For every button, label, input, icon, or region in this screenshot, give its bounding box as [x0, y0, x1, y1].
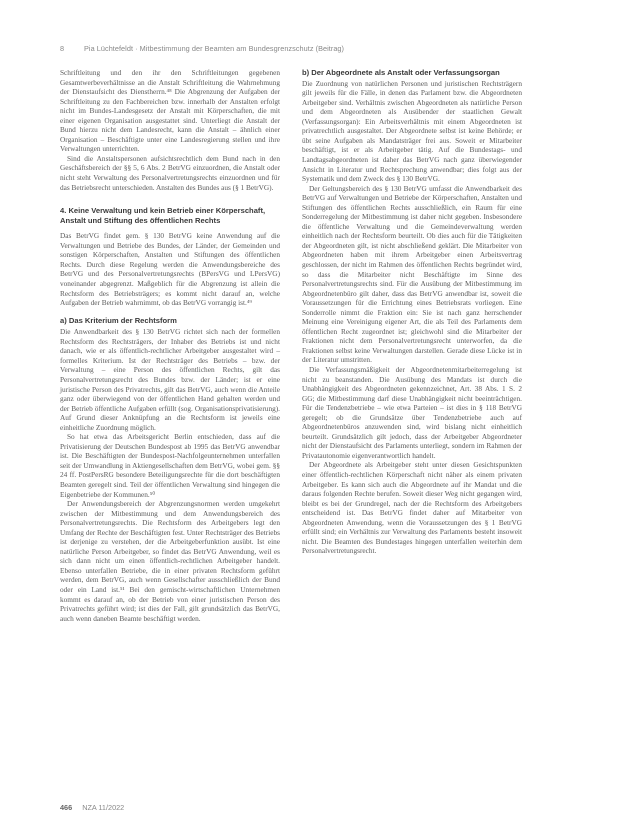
- footer-page-number: 466: [60, 803, 73, 812]
- paragraph: Die Verfassungsmäßigkeit der Abgeordnetenmitarbeiterregelung ist nicht zu beanstanden. Die Ausübung des Mandats ist durch die Unabhängigkeit des Abgeordneten gekennzeichnet, Art. 38 Abs. 1 S. 2 GG; die Mitbestimmung darf diese Unabhängigkeit nicht beeinträchtigen. Für die Tendenzbetriebe – wie etwa Parteien – ist dies in § 118 BetrVG geregelt; ob die Grundsätze über Tendenzbetriebe auch auf Abgeordnetenbüros anzuwenden sind, wird bislang nicht einheitlich beurteilt. Grundsätzlich gilt jedoch, dass der Arbeitgeber Abgeordneter nicht der Dienstaufsicht des Parlaments unterliegt, sondern im Rahmen der Privatautonomie eigenverantwortlich handelt.: [302, 365, 522, 460]
- paragraph: Die Zuordnung von natürlichen Personen und juristischen Rechtsträgern gilt jeweils für die Fälle, in denen das Parlament bzw. die Abgeordneten Arbeitgeber sind. Verhältnis zwischen Abgeordneten als natürliche Person und dem Abgeordneten als Ausübender der staatlichen Gewalt (Verfassungsorgan): Ein Arbeitsverhältnis mit einem Abgeordneten ist privatrechtlich ausgestaltet. Der Abgeordnete selbst ist keine Behörde; er übt seine Aufgaben als Mandatsträger frei aus. Soweit er Mitarbeiter beschäftigt, ist er als Arbeitgeber tätig. Auf die Bundestags- und Landtagsabgeordneten ist daher das BetrVG nach ganz überwiegender Ansicht in Literatur und Rechtsprechung anwendbar; dies folgt aus der Systematik und dem Zweck des § 130 BetrVG.: [302, 78, 522, 184]
- subsection-heading: a) Das Kriterium der Rechtsform: [60, 315, 177, 325]
- subsection-heading: b) Der Abgeordnete als Anstalt oder Verfassungsorgan: [302, 68, 500, 77]
- paragraph: So hat etwa das Arbeitsgericht Berlin entschieden, dass auf die Privatisierung der Deutschen Bundespost ab 1995 das BetrVG anwendbar ist. Die Beschäftigten der Bundespost-Nachfolgeunternehmen unterfallen seit der Umwandlung in Aktiengesellschaften dem BetrVG, wobei gem. §§ 24 ff. PostPersRG besondere Beteiligungsrechte für die dort beschäftigten Beamten geregelt sind. Teil der öffentlichen Verwaltung sind hingegen die Eigenbetriebe der Kommunen.⁵⁰: [60, 432, 280, 499]
- page-footer: [60, 803, 124, 812]
- section-heading: 4. Keine Verwaltung und kein Betrieb einer Körperschaft, Anstalt und Stiftung des öffentlichen Rechts: [60, 206, 266, 225]
- paragraph: Sind die Anstaltspersonen aufsichtsrechtlich dem Bund nach in den Geschäftsbereich der §§ 5, 6 Abs. 2 BetrVG einzuordnen, die Anstalt oder nicht steht Verwaltung des Personalvertretungsrechts einzuordnen und für das Betriebsrecht unterschieden. Anstalten des Bundes aus (§ 1 BetrVG).: [60, 153, 280, 192]
- running-title: Pia Lüchtefeldt · Mitbestimmung der Beamten am Bundesgrenzschutz (Beitrag): [84, 44, 345, 53]
- left-column: [60, 68, 280, 623]
- header-page-number: 8: [60, 44, 65, 53]
- journal-reference: NZA 11/2022: [82, 803, 125, 812]
- paragraph: Der Abgeordnete als Arbeitgeber steht unter diesen Gesichtspunkten einer öffentlich-rechtlichen Körperschaft nicht näher als einem privaten Arbeitgeber. Es kann sich auch die Abgeordnete auf ihr Mandat und die daraus folgenden Rechte berufen. Soweit dieser Weg nicht gegangen wird, bleibt es bei der Grundregel, nach der die Rechtsform des Arbeitgebers entscheidend ist. Das BetrVG findet daher auf Mitarbeiter von Abgeordneten Anwendung, wenn die Voraussetzungen des § 1 BetrVG erfüllt sind; ein Verhältnis zur Verwaltung des Parlaments besteht insoweit nicht. Die Beamten des Bundestages hingegen unterfallen weiterhin dem Personalvertretungsrecht.: [302, 460, 522, 556]
- paragraph: Der Geltungsbereich des § 130 BetrVG umfasst die Anwendbarkeit des BetrVG auf Verwaltungen und Betriebe der Körperschaften, Anstalten und Stiftungen des öffentlichen Rechts ausschließlich, ein Raum für eine Sonderregelung der Mitbestimmung ist daher nicht gegeben. Insbesondere die öffentliche Verwaltung und die Gemeindeverwaltung werden einheitlich nach der Rechtsform beurteilt. Ob dies auch für die Tätigkeiten der Abgeordneten gilt, ist nicht abschließend geklärt. Die Mitarbeiter von Abgeordneten haben mit ihrem Arbeitgeber einen Arbeitsvertrag geschlossen, der nicht im Rahmen des öffentlichen Rechts begründet wird, so dass die Mitarbeiter nicht Beschäftigte im Sinne des Personalvertretungsrechts sind. Für die Ausübung der Mitbestimmung im Abgeordnetenbüro gilt daher, dass das BetrVG anwendbar ist, soweit die Voraussetzungen für die Errichtung eines Betriebsrats vorliegen. Eine Sonderrolle nimmt die Fraktion ein: Sie ist nach ganz herrschender Meinung eine Vereinigung eigener Art, die als Teil des Parlaments dem öffentlichen Recht zugeordnet ist; gleichwohl sind die Mitarbeiter der Fraktionen nicht dem Personalvertretungsrecht unterworfen, da die Fraktionen selbst keine Verwaltungen darstellen. Gerade diese Lücke ist in der Literatur umstritten.: [302, 183, 522, 365]
- paragraph: Der Anwendungsbereich der Abgrenzungsnormen werden umgekehrt zwischen der Mitbestimmung und dem Anwendungsbereich des Personalvertretungsrechts. Die Rechtsform des Arbeitgebers legt den Umfang der Rechte der Beschäftigten fest. Unter Rechtsträger des Betriebs ist derjenige zu verstehen, der die Arbeitgeberfunktion ausübt. Ist eine natürliche Person Arbeitgeber, so findet das BetrVG Anwendung, weil es sich dann nicht um einen öffentlich-rechtlichen Arbeitgeber handelt. Ebenso unterfallen Betriebe, die in einer privaten Rechtsform geführt werden, dem BetrVG, auch wenn Gesellschafter ausschließlich der Bund oder ein Land ist.⁵¹ Bei den gemischt-wirtschaftlichen Unternehmen kommt es darauf an, ob der Betrieb von einer juristischen Person des Privatrechts geführt wird; ist dies der Fall, gilt grundsätzlich das BetrVG, auch wenn daneben Beamte beschäftigt werden.: [60, 499, 280, 623]
- running-header: [60, 44, 580, 53]
- paragraph: Die Anwendbarkeit des § 130 BetrVG richtet sich nach der formellen Rechtsform des Rechtsträgers, der Inhaber des Betriebs ist und nicht danach, wie er als öffentlich-rechtlicher Arbeitgeber ausgestaltet wird – formelles Kriterium. Ist der Rechtsträger des Betriebs – bzw. der Verwaltung – eine Person des öffentlichen Rechts, gilt das Personalvertretungsrecht des Bundes bzw. der Länder; ist er eine juristische Person des Privatrechts, gilt das BetrVG, auch wenn die Anteile ganz oder überwiegend von der öffentlichen Hand gehalten werden und der Betrieb öffentliche Aufgaben erfüllt (sog. Organisationsprivatisierung). Auf Grund dieser Anknüpfung an die Rechtsform ist jeweils eine einheitliche Zuordnung möglich.: [60, 327, 280, 432]
- paragraph: Schriftleitung und den ihr den Schriftleitungen gegebenen Gesamtwerbeverhältnisse an die Anstalt Schriftleitung die Wahrnehmung der Dienstaufsicht des Dienstherrn.⁴⁸ Die Abgrenzung der Aufgaben der Schriftleitung zu den Fachbereichen bzw. innerhalb der Anstalten erfolgt nicht im Bundes-Landesgesetz der Anstalt mit Körperschaften, die mit einer eigenen Organisation ausgestattet sind. Unterliegt die Anstalt der Bund hierzu nicht dem Landesrecht, kann die Anstalt – ähnlich einer Organisation – Beschäftigte unter eine Landesregierung stellen und ihre Verwaltungen unterrichten.: [60, 68, 280, 154]
- paragraph: Das BetrVG findet gem. § 130 BetrVG keine Anwendung auf die Verwaltungen und Betriebe des Bundes, der Länder, der Gemeinden und sonstigen Körperschaften, Anstalten und Stiftungen des öffentlichen Rechts. Durch diese Regelung werden die Anwendungsbereiche des BetrVG und des Personalvertretungsrechts (BPersVG und LPersVG) voneinander abgegrenzt. Maßgeblich für die Abgrenzung ist allein die Rechtsform des Betriebsträgers; es kommt nicht darauf an, welche Aufgaben der Betrieb wahrnimmt, ob das BetrVG vorrangig ist.⁴⁹: [60, 231, 280, 308]
- right-column: [302, 68, 522, 556]
